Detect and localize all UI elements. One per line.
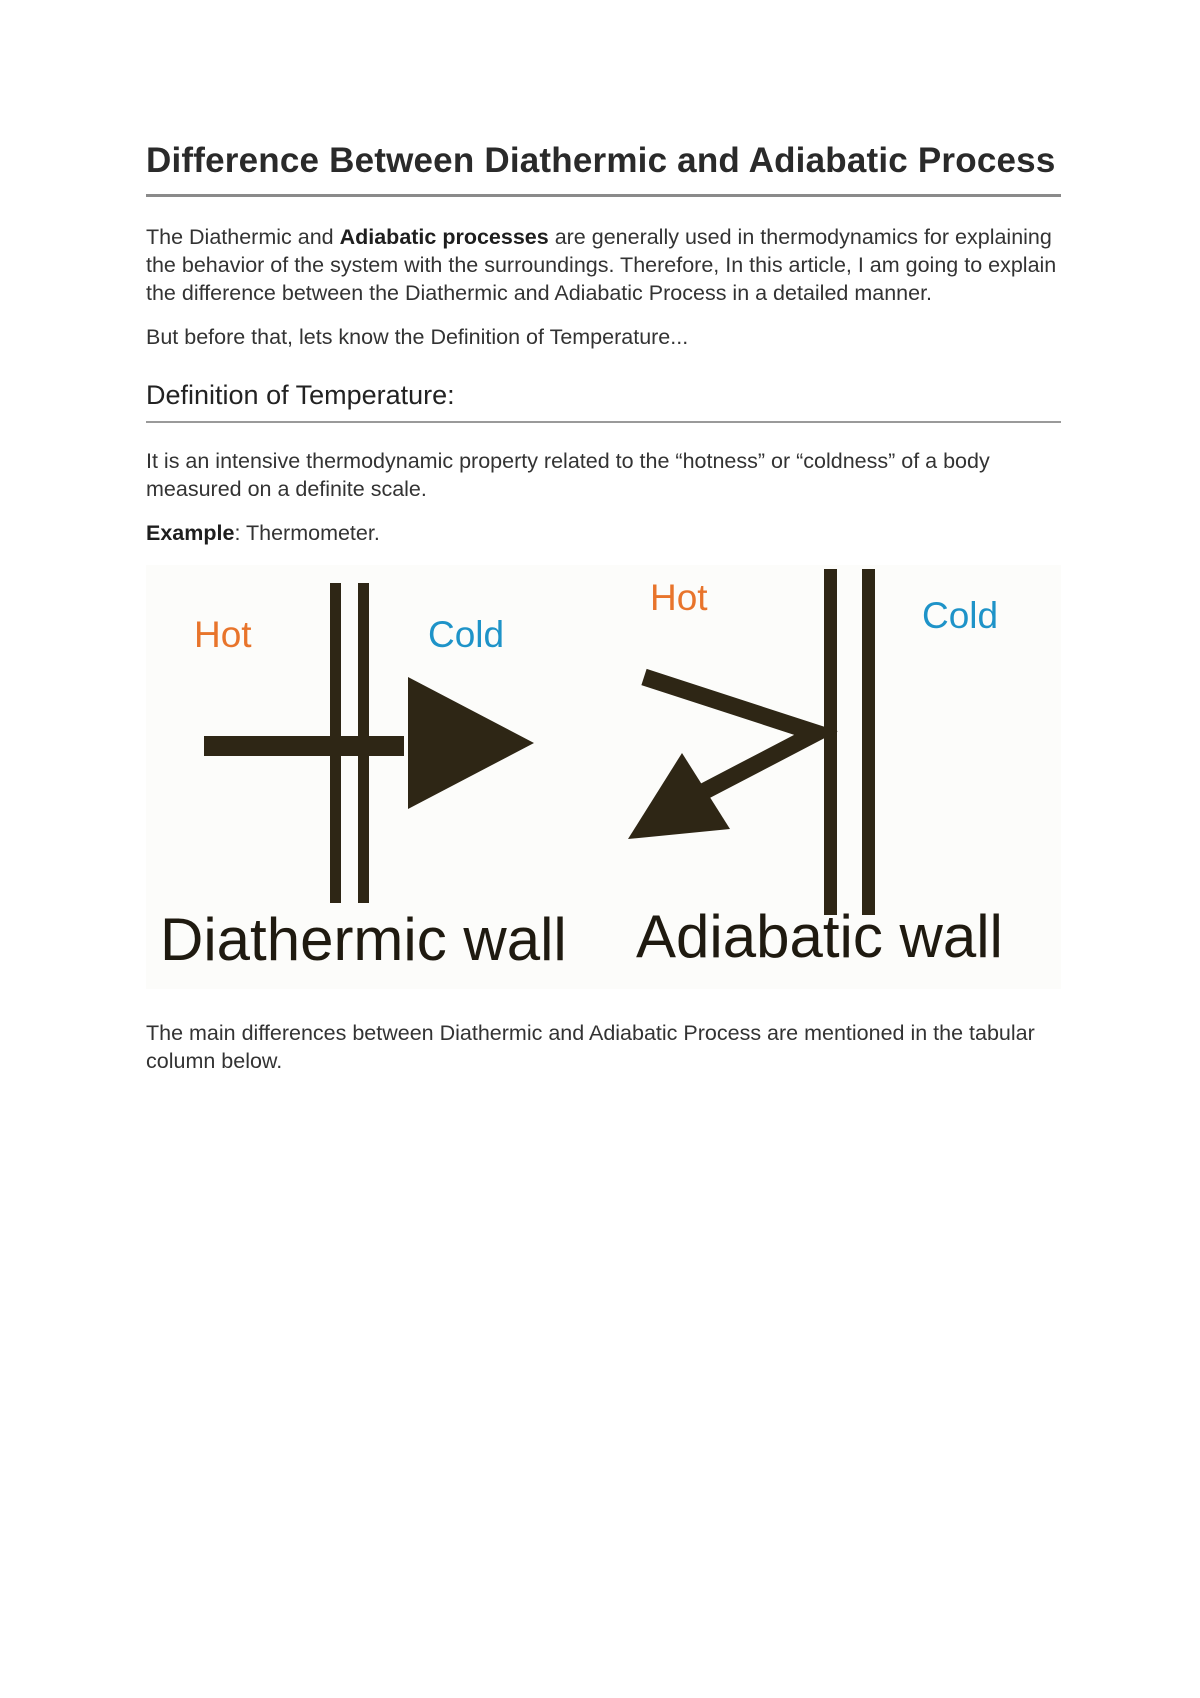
- example-label: Example: [146, 521, 235, 545]
- adiabatic-wall-left-line: [824, 569, 837, 915]
- adiabatic-wall-right-line: [862, 569, 875, 915]
- diathermic-caption: Diathermic wall: [160, 906, 567, 973]
- right-arrow-icon: [408, 677, 534, 809]
- reflected-arrow-icon: [628, 753, 730, 839]
- intro-text-before: The Diathermic and: [146, 225, 340, 249]
- diathermic-hot-label: Hot: [194, 614, 252, 655]
- section-heading: Definition of Temperature:: [146, 380, 455, 410]
- title-divider: [146, 194, 1061, 197]
- adiabatic-caption: Adiabatic wall: [636, 903, 1003, 970]
- definition-paragraph: It is an intensive thermodynamic property related to the “hotness” or “coldness” of a body measured on a definite scale.: [146, 449, 990, 501]
- diathermic-arrow-shaft: [204, 736, 404, 756]
- wall-diagram: [146, 565, 1061, 989]
- adiabatic-cold-label: Cold: [922, 595, 999, 636]
- intro-bold-term: Adiabatic processes: [339, 225, 549, 249]
- adiabatic-hot-label: Hot: [650, 577, 708, 618]
- intro-text-after: are generally used in thermodynamics for explaining the behavior of the system with the surroundings. Therefore, In this article, I am going to explain the difference between the Diathermic and Adiabatic Process in a detailed manner.: [146, 225, 1057, 305]
- adiabatic-panel: [628, 569, 1003, 970]
- example-paragraph: [146, 519, 1061, 547]
- lead-in-paragraph: But before that, lets know the Definition of Temperature...: [146, 325, 689, 349]
- section-divider: [146, 421, 1061, 423]
- wall-diagram-svg: [146, 565, 1061, 989]
- example-text: : Thermometer.: [234, 521, 380, 545]
- closing-paragraph: The main differences between Diathermic and Adiabatic Process are mentioned in the tabular column below.: [146, 1021, 1035, 1073]
- diathermic-panel: [160, 583, 567, 973]
- diathermic-cold-label: Cold: [428, 614, 505, 655]
- article: [146, 140, 1061, 1091]
- page-title: Difference Between Diathermic and Adiabatic Process: [146, 141, 1056, 180]
- intro-paragraph: [146, 223, 1061, 307]
